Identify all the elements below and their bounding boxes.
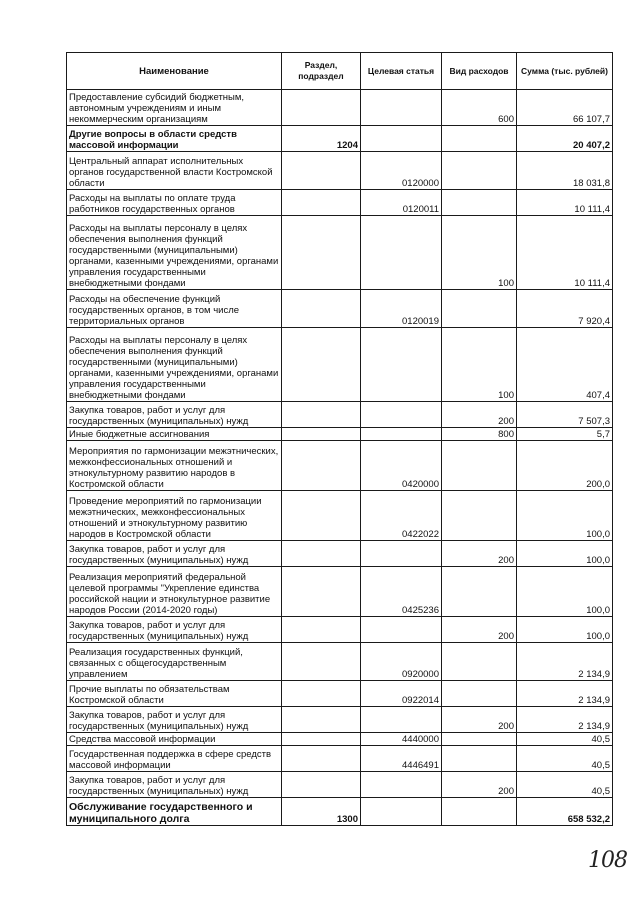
row-sum: 100,0 [517,567,613,617]
row-target: 0120019 [361,290,442,328]
row-sum: 66 107,7 [517,90,613,126]
row-sum: 100,0 [517,617,613,643]
table-row [67,681,613,707]
row-sum: 20 407,2 [517,126,613,152]
row-type [442,681,517,707]
row-sum: 10 111,4 [517,216,613,290]
row-name: Расходы на обеспечение функций государственных органов, в том числе территориальных органов [67,290,282,328]
row-type: 100 [442,328,517,402]
row-name: Расходы на выплаты персоналу в целях обеспечения выполнения функций государственными (муниципальными) органами, казенными учреждениями, органами управления государственными внебюджетными фондами [67,216,282,290]
row-type [442,567,517,617]
row-target: 0922014 [361,681,442,707]
row-section [282,216,361,290]
row-target [361,216,442,290]
row-type [442,441,517,491]
row-type [442,798,517,826]
row-section [282,441,361,491]
row-name: Государственная поддержка в сфере средств массовой информации [67,746,282,772]
header-sum: Сумма (тыс. рублей) [517,53,613,90]
row-section [282,541,361,567]
row-name: Закупка товаров, работ и услуг для государственных (муниципальных) нужд [67,707,282,733]
row-name: Закупка товаров, работ и услуг для государственных (муниципальных) нужд [67,541,282,567]
row-section [282,90,361,126]
row-type [442,491,517,541]
row-name: Средства массовой информации [67,733,282,746]
row-sum: 40,5 [517,746,613,772]
row-target: 0120000 [361,152,442,190]
table-row [67,328,613,402]
row-target [361,617,442,643]
row-target [361,798,442,826]
row-target [361,126,442,152]
row-name: Расходы на выплаты по оплате труда работников государственных органов [67,190,282,216]
row-sum: 5,7 [517,428,613,441]
row-section [282,402,361,428]
table-row [67,290,613,328]
row-sum: 40,5 [517,733,613,746]
row-name: Иные бюджетные ассигнования [67,428,282,441]
table-row [67,428,613,441]
row-section [282,152,361,190]
row-section [282,491,361,541]
table-row [67,90,613,126]
table-row [67,567,613,617]
row-sum: 18 031,8 [517,152,613,190]
row-type: 800 [442,428,517,441]
table-row [67,441,613,491]
row-type [442,152,517,190]
row-sum: 100,0 [517,491,613,541]
row-name: Расходы на выплаты персоналу в целях обеспечения выполнения функций государственными (муниципальными) органами, казенными учреждениями, органами управления государственными внебюджетными фондами [67,328,282,402]
row-sum: 40,5 [517,772,613,798]
row-name: Другие вопросы в области средств массовой информации [67,126,282,152]
row-type: 200 [442,617,517,643]
row-section [282,772,361,798]
header-section: Раздел, подраздел [282,53,361,90]
row-type [442,126,517,152]
row-sum: 2 134,9 [517,643,613,681]
row-type: 200 [442,541,517,567]
row-name: Реализация мероприятий федеральной целевой программы "Укрепление единства российской нации и этнокультурное развитие народов России (2014-2020 годы) [67,567,282,617]
row-target: 4440000 [361,733,442,746]
header-target: Целевая статья [361,53,442,90]
row-name: Предоставление субсидий бюджетным, автономным учреждениям и иным некоммерческим организациям [67,90,282,126]
row-section [282,567,361,617]
row-type: 200 [442,402,517,428]
row-section [282,643,361,681]
row-target: 0425236 [361,567,442,617]
row-name: Реализация государственных функций, связанных с общегосударственным управлением [67,643,282,681]
row-target [361,402,442,428]
row-section: 1300 [282,798,361,826]
row-target: 0420000 [361,441,442,491]
row-sum: 200,0 [517,441,613,491]
row-sum: 100,0 [517,541,613,567]
row-name: Обслуживание государственного и муниципального долга [67,798,282,826]
table-row [67,746,613,772]
row-section [282,190,361,216]
header-type: Вид расходов [442,53,517,90]
row-sum: 407,4 [517,328,613,402]
table-row [67,126,613,152]
row-name: Центральный аппарат исполнительных органов государственной власти Костромской области [67,152,282,190]
table-header-row [67,53,613,90]
row-type [442,190,517,216]
row-target: 0422022 [361,491,442,541]
row-name: Мероприятия по гармонизации межэтнических, межконфессиональных отношений и этнокультурному развитию народов в Костромской области [67,441,282,491]
table-row [67,152,613,190]
row-type: 200 [442,772,517,798]
row-sum: 7 920,4 [517,290,613,328]
row-target: 4446491 [361,746,442,772]
table-row [67,617,613,643]
row-name: Прочие выплаты по обязательствам Костромской области [67,681,282,707]
row-section: 1204 [282,126,361,152]
table-row [67,541,613,567]
table-row [67,190,613,216]
row-sum: 10 111,4 [517,190,613,216]
row-name: Закупка товаров, работ и услуг для государственных (муниципальных) нужд [67,772,282,798]
row-target: 0120011 [361,190,442,216]
row-target [361,328,442,402]
row-section [282,707,361,733]
row-section [282,290,361,328]
row-section [282,428,361,441]
row-type: 600 [442,90,517,126]
row-name: Закупка товаров, работ и услуг для государственных (муниципальных) нужд [67,617,282,643]
row-sum: 658 532,2 [517,798,613,826]
table-row [67,491,613,541]
row-target: 0920000 [361,643,442,681]
row-section [282,746,361,772]
row-type: 200 [442,707,517,733]
row-target [361,90,442,126]
row-sum: 2 134,9 [517,681,613,707]
header-name: Наименование [67,53,282,90]
table-row [67,402,613,428]
row-target [361,541,442,567]
row-section [282,617,361,643]
row-type: 100 [442,216,517,290]
row-name: Проведение мероприятий по гармонизации межэтнических, межконфессиональных отношений и этнокультурному развитию народов в Костромской области [67,491,282,541]
row-type [442,733,517,746]
table-row [67,733,613,746]
row-target [361,772,442,798]
row-sum: 2 134,9 [517,707,613,733]
table-row [67,707,613,733]
row-sum: 7 507,3 [517,402,613,428]
table-row [67,643,613,681]
row-target [361,707,442,733]
table-row [67,216,613,290]
budget-table [66,52,613,826]
row-section [282,681,361,707]
row-type [442,746,517,772]
table-row [67,772,613,798]
row-type [442,643,517,681]
page-number: 108 [588,848,627,873]
row-target [361,428,442,441]
row-name: Закупка товаров, работ и услуг для государственных (муниципальных) нужд [67,402,282,428]
row-section [282,733,361,746]
row-section [282,328,361,402]
row-type [442,290,517,328]
table-row [67,798,613,826]
